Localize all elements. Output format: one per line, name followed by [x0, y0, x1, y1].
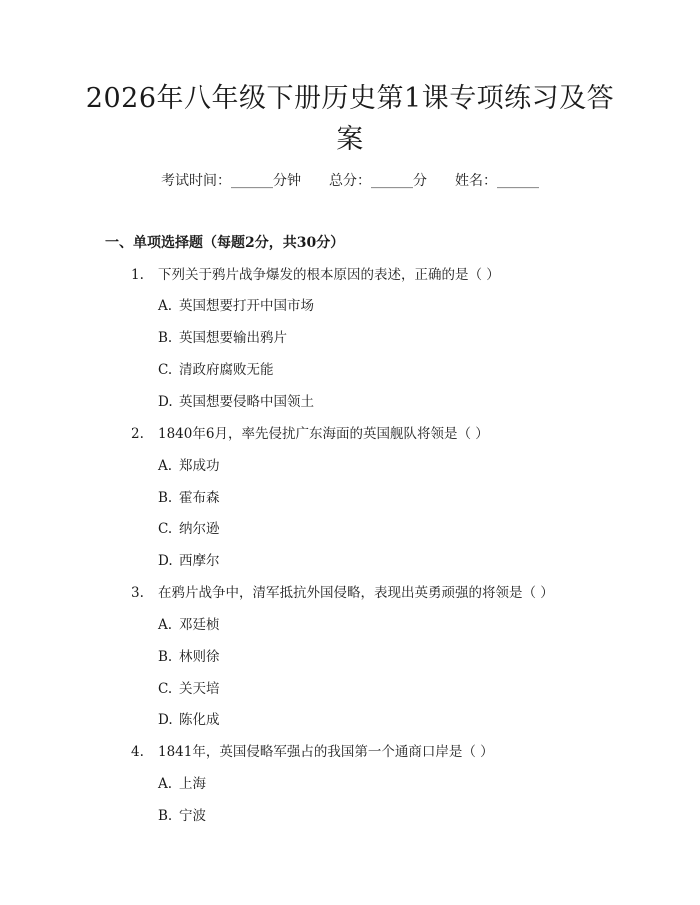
answer-option: [158, 517, 220, 537]
total-score-field: 总分：______分: [329, 173, 427, 189]
answer-option: [158, 613, 220, 633]
section-heading: 一、单项选择题（每题2分，共30分）: [105, 235, 345, 251]
option-text: 宁波: [179, 808, 206, 824]
page-title: 2026年八年级下册历史第1课专项练习及答案: [85, 83, 615, 155]
answer-option: [158, 486, 220, 506]
question-item: [131, 581, 554, 601]
option-text: 清政府腐败无能: [179, 362, 274, 378]
option-text: 英国想要打开中国市场: [179, 298, 314, 314]
option-letter: C.: [158, 681, 173, 697]
answer-option: [158, 390, 314, 410]
answer-option: [158, 358, 274, 378]
option-letter: A.: [158, 298, 173, 314]
answer-option: [158, 326, 287, 346]
option-text: 英国想要输出鸦片: [179, 330, 287, 346]
option-letter: C.: [158, 362, 173, 378]
question-text: 下列关于鸦片战争爆发的根本原因的表述，正确的是（ ）: [158, 267, 500, 283]
answer-option: [158, 772, 206, 792]
option-text: 霍布森: [179, 490, 220, 506]
option-text: 纳尔逊: [179, 521, 220, 537]
answer-option: [158, 804, 206, 824]
option-text: 邓廷桢: [179, 617, 220, 633]
answer-option: [158, 645, 220, 665]
answer-option: [158, 549, 220, 569]
option-text: 上海: [179, 776, 206, 792]
answer-option: [158, 454, 220, 474]
question-number: 4.: [131, 744, 144, 760]
question-number: 1.: [131, 267, 144, 283]
option-letter: A.: [158, 617, 173, 633]
exam-time-field: 考试时间：______分钟: [161, 173, 301, 189]
option-letter: D.: [158, 712, 173, 728]
option-letter: A.: [158, 458, 173, 474]
option-text: 英国想要侵略中国领土: [179, 394, 314, 410]
question-number: 3.: [131, 585, 144, 601]
answer-option: [158, 677, 220, 697]
student-name-field: 姓名：______: [455, 173, 539, 189]
exam-info-line: [0, 170, 700, 190]
option-letter: D.: [158, 394, 173, 410]
question-item: [131, 740, 494, 760]
option-letter: B.: [158, 649, 173, 665]
option-letter: B.: [158, 808, 173, 824]
question-item: [131, 263, 500, 283]
question-text: 1841年，英国侵略军强占的我国第一个通商口岸是（ ）: [158, 744, 494, 760]
option-text: 林则徐: [179, 649, 220, 665]
question-text: 1840年6月，率先侵扰广东海面的英国舰队将领是（ ）: [158, 426, 489, 442]
option-letter: C.: [158, 521, 173, 537]
option-letter: A.: [158, 776, 173, 792]
option-letter: B.: [158, 330, 173, 346]
option-text: 关天培: [179, 681, 220, 697]
answer-option: [158, 294, 314, 314]
option-text: 陈化成: [179, 712, 220, 728]
option-text: 西摩尔: [179, 553, 220, 569]
question-item: [131, 422, 489, 442]
option-text: 郑成功: [179, 458, 220, 474]
option-letter: D.: [158, 553, 173, 569]
question-number: 2.: [131, 426, 144, 442]
answer-option: [158, 708, 220, 728]
option-letter: B.: [158, 490, 173, 506]
question-text: 在鸦片战争中，清军抵抗外国侵略，表现出英勇顽强的将领是（ ）: [158, 585, 554, 601]
